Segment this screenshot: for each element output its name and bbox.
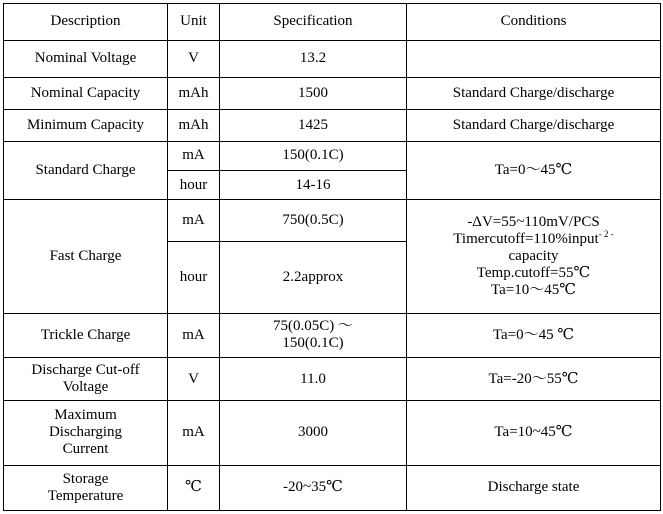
conditions-line: capacity — [508, 247, 559, 264]
cell-conditions: Standard Charge/discharge — [407, 109, 661, 141]
cell-conditions: Ta=0～45℃ — [407, 141, 661, 199]
cell-unit: mAh — [168, 109, 220, 141]
cell-description: Trickle Charge — [4, 313, 168, 357]
table-row — [4, 77, 661, 109]
cell-unit: mAh — [168, 77, 220, 109]
cell-spec: 2.2approx — [220, 242, 407, 314]
description-line: Current — [62, 441, 109, 458]
conditions-line: -ΔV=55~110mV/PCS — [467, 213, 600, 230]
cell-spec: -20~35℃ — [220, 465, 407, 510]
cell-spec: 1425 — [220, 109, 407, 141]
table-row — [4, 465, 661, 510]
cell-unit: V — [168, 40, 220, 77]
conditions-line — [410, 228, 657, 248]
spec-line: 75(0.05C) ～ — [273, 318, 353, 335]
cell-spec — [220, 313, 407, 357]
cell-spec: 150(0.1C) — [220, 141, 407, 171]
header-unit: Unit — [168, 4, 220, 41]
cell-unit: mA — [168, 141, 220, 171]
table-row — [4, 141, 661, 171]
description-line: Maximum — [54, 407, 117, 424]
cell-description — [4, 401, 168, 466]
cell-conditions — [407, 199, 661, 313]
cell-description: Standard Charge — [4, 141, 168, 199]
spec-line: 150(0.1C) — [282, 335, 344, 352]
cell-unit: hour — [168, 171, 220, 200]
cell-spec: 1500 — [220, 77, 407, 109]
description-line: Discharge Cut-off — [31, 362, 140, 379]
table-row — [4, 109, 661, 141]
cell-unit: V — [168, 358, 220, 401]
cell-conditions: Standard Charge/discharge — [407, 77, 661, 109]
table-row — [4, 358, 661, 401]
cell-unit: mA — [168, 401, 220, 466]
table-row — [4, 401, 661, 466]
cell-spec: 14-16 — [220, 171, 407, 200]
table-row — [4, 199, 661, 241]
cell-unit: hour — [168, 242, 220, 314]
description-line: Storage — [62, 470, 109, 487]
cell-spec: 11.0 — [220, 358, 407, 401]
cell-description — [4, 358, 168, 401]
cell-description: Minimum Capacity — [4, 109, 168, 141]
cell-description — [4, 465, 168, 510]
conditions-line: Temp.cutoff=55℃ — [476, 264, 591, 281]
cell-conditions: Discharge state — [407, 465, 661, 510]
cell-conditions: Ta=-20～55℃ — [407, 358, 661, 401]
header-specification: Specification — [220, 4, 407, 41]
header-description: Description — [4, 4, 168, 41]
cell-description: Nominal Capacity — [4, 77, 168, 109]
battery-spec-table — [3, 3, 661, 511]
cell-spec: 750(0.5C) — [220, 199, 407, 241]
cell-unit: mA — [168, 199, 220, 241]
cell-spec: 13.2 — [220, 40, 407, 77]
cell-description: Fast Charge — [4, 199, 168, 313]
cell-unit: mA — [168, 313, 220, 357]
cell-spec: 3000 — [220, 401, 407, 466]
table-header-row — [4, 4, 661, 41]
cell-conditions: Ta=0～45 ℃ — [407, 313, 661, 357]
cell-conditions — [407, 40, 661, 77]
cell-conditions: Ta=10~45℃ — [407, 401, 661, 466]
header-conditions: Conditions — [407, 4, 661, 41]
conditions-line: Ta=10～45℃ — [490, 281, 576, 298]
description-line: Temperature — [47, 487, 124, 504]
page-footnote: - 2 - — [598, 228, 614, 239]
table-row — [4, 313, 661, 357]
description-line: Voltage — [62, 379, 109, 396]
table-row — [4, 40, 661, 77]
cell-description: Nominal Voltage — [4, 40, 168, 77]
description-line: Discharging — [48, 424, 123, 441]
cell-unit: ℃ — [168, 465, 220, 510]
conditions-text: Timercutoff=110%input — [453, 230, 599, 247]
